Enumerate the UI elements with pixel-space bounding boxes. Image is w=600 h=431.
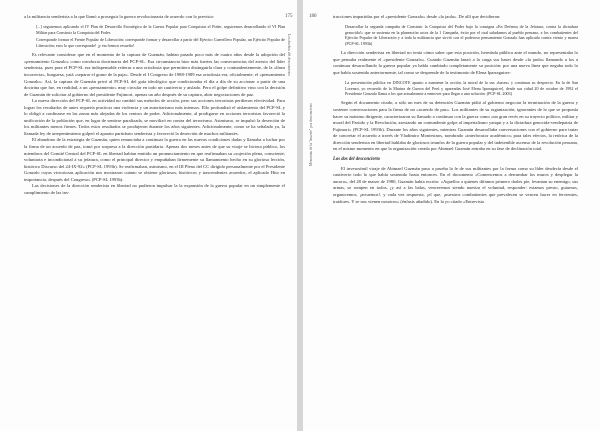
paragraph: La nueva dirección del PCP-SL en actividad no cambió sus métodos de acción, pero sus acciones terroristas perdieron efectividad. Para lograr los resultados de antes requería practicar una violencia y un autoritarismo más intensos. Ello profundizó el aislamiento del PCP-SL y lo obligó a confinarse en las zonas más alejadas de los centros de poder. Adicionalmente, al prodigarse en acciones terroristas favoreció la unificación de la población que, en lugar de sentirse paralizada, se movilizó en contra del terrorismo. Asimismo, se impulsó la deserción de los militantes menos firmes. Todos estos resultados se produjeron durante los años siguientes. Adicionalmente, como se ha señalado ya, la llamada ley de arrepentimiento golpeó el aparato partidario senderista y favoreció la deserción de muchos militantes. [24,98,285,136]
running-head-left: Los dueños del desconcierto [287,34,291,77]
page-number-right: 180 [309,14,317,19]
paragraph: trucciones impartidas por el «presidente Gonzalo» desde «la jaula». De allí que decidieran: [333,14,501,19]
page-number-left: 175 [285,14,293,19]
paragraph: El inverosímil viraje de Abimael Guzmán puso a prueba la fe de sus militantes por la forma como su líder desdecía desde el cautiverio todo lo que había sostenido hasta entonces. En el documento «Comencemos a derrumbar los muros y desplegar la aurora», del 28 de marzo de 1980, Guzmán había escrito: «Aquellos a quienes difamos primero darles pie, levantan su enemigo, sus armas, se rompen en todos, ¡y así a las balas, venceremos siendo nuestra el voluntad, responder: estamos presto, guiarnos, organicemos, ¡actuemos!, y cada vez respuesta, ¡el que, ¡nuestros combatientes que prevalecen se vencen hacer en fervientes, traidores. Y se nos vienen nosotros» (énfasis añadido). En la yo citado «Entrevista [333,165,578,204]
paragraph: a la militancia senderista a la que llamó a proseguir la guerra revolucionaria de acuerdo con lo previsto: [24,14,215,19]
section-heading: Los dos del desconcierto [333,156,380,162]
running-head-right: Memorias de la "muerte" por desconcierto [309,103,313,166]
quote-paragraph: Corresponde formar el Frente Popular de Liberación; corresponde formar y desarrollar a partir del Ejército Guerrillero Popular, un Ejército Popular de Liberación; esos lo que corresponde! ¡y eso hemos resuelto! [36,37,285,49]
left-page [0,0,297,431]
paragraph: Las decisiones de la dirección senderista en libertad no pudieron impulsar la la expansión de la guerra popular en un simplemente el cumplimiento de las ins- [24,183,285,195]
paragraph: Según el documento citado, a sólo un mes de su detención Guzmán pidió al gobierno negociar la terminación de la guerra y sostener conversaciones para la firma de un «acuerdo de paz». Los militantes de su organización, ignorantes de lo que se proponía hacer su máximo dirigente, caracterizaron su llamado a continuar con la guerra como «un gran revés en su trayecto político, militar y moral del Partido y la Revolución, asestando un contundente golpe al imperialismo yanqui y a la dictadura genocida-vendepatria de Fujimori» (PCP-SL 1993b). Durante los años siguientes, mientras Guzmán desarrollaba conversaciones con el gobierno para tratar de concretar el acuerdo a través de Vladimiro Montesinos, nombrado «interlocutor académico» para tales efectos, la retórica de la dirección senderista en libertad hablaba de gloriosos triunfos de la guerra popular y del indetenible ascenso de la revolución peruana, en el mismo momento en que la organización creada por Abimael Guzmán entraba en su fase de declinación total. [333,100,578,152]
paragraph: El abandono de la estrategia de Guzmán, quien renunciaba a continuar la guerra en las nuevas condiciones dadas y llamaba a luchar por la firma de un acuerdo de paz, tomó por sorpresa a la dirección partidaria. Apenas dos meses antes de que su viraje se hiciera público, los miembros del Comité Central del PCP-SL en libertad habían emitido un pronunciamiento en que reafirmaban su «sujeción plena, consciente, voluntaria e incondicional a su jefatura, como el principal director y empuñaban firmemente su llamamiento hecho en su gloriosa lección, histórico Discurso del 24-IX-92» (PCP-SL 1993b). Se reafirmaban, asimismo, en el III Pleno del CC dirigido personalmente por el Presidente Gonzalo cuyas victoriosas aplicación nos mostraron cuánto se obtiene gloriosos, históricos y trascendentes acuerdos, el aplicado Hito en importancia, después del Congreso» (PCP-SL 1993b). [24,137,285,182]
paragraph: La dirección senderista en libertad no tenía cómo saber que esta posición, heredada pública ante el mundo, no representaba lo que pensaba realmente el «presidente Gonzalo». Cuando Guzmán lanzó a la carga sus bases desde «la jaula» llamando a los a continuar desarrollando la guerra popular ya habla cambiado completamente su posición: por una nueva línea que negaba todo lo que había sostenido anteriormente, tal como se desprende de la testimonio de Elena Iparraguirre: [333,50,578,75]
quote-paragraph: [...] seguiremos aplicando el IV Plan de Desarrollo Estratégico de la Guerra Popular para Conquistar el Poder, seguiremos desarrollando el VI Plan Militar para Construir la Conquista del Poder. [36,23,285,35]
paragraph: Es relevante considerar que en el momento de la captura de Guzmán, habían pasado poco más de cuatro años desde la adopción del «pensamiento Gonzalo» como ortodoxia doctrinaria del PCP-SL. Esa circunstancia hizo más fuertes las consecuencias del arresto del líder senderista, pues para el PCP-SL era indispensable reiterar a una ortodoxia que permitiera distinguirla clara y contundentemente, de la «línea incorrecta», burguesa, yaiá «separar el grano de la paja». Desde el I Congreso de 1988-1989 esa ortodoxia era, oficialmente, el «pensamiento Gonzalo». Así, la captura de Guzmán privó al PCP-SL del guía ideológico que condicionaba el día a día de su accionar a partir de una doctrina que fue, en realidad, a un «pensamiento» muy circular en todo un cautiverio y aislado. Pero el golpe definitivo vino con la decisión de Guzmán de solicitar al gobierno del presidente Fujimori, apenas un año después de su captura, abrir negociaciones de paz. [24,52,285,97]
block-quote [345,24,578,48]
block-quote [36,24,285,50]
right-page [303,0,600,431]
quote-paragraph: La presentación pública en DINCOTE apunto a mantener la acción, la moral de la sus «bases» y continuar su desprecio. En la de San Lorenzo, yo recuerdo de la Marina de Guerra del Perú y apareadas José Elena Iparraguirre], desde sus cidad 20 de octubre de 1992 el Presidente Gonzalo llama a los que actualmente a enmover para llegar a una solución. (PCP-SL 2003) [345,79,578,97]
block-quote [345,80,578,98]
quote-paragraph: Desarrollar la segunda campaña de Construir la Conquista del Poder bajo la consigna «En Defensa de la Jefatura, contra la dictadura genocida!» que se sustenta en la planeación actos de la 1 Campaña, éxito por el cual saludamos al pueblo peruano, a los combatientes del Ejército Popular de Liberación y a toda la militancia que sirvió con el poderoso pensamiento Gonzalo han aplicado contra viento y marea (PCP-SL 1993b) [345,23,578,47]
